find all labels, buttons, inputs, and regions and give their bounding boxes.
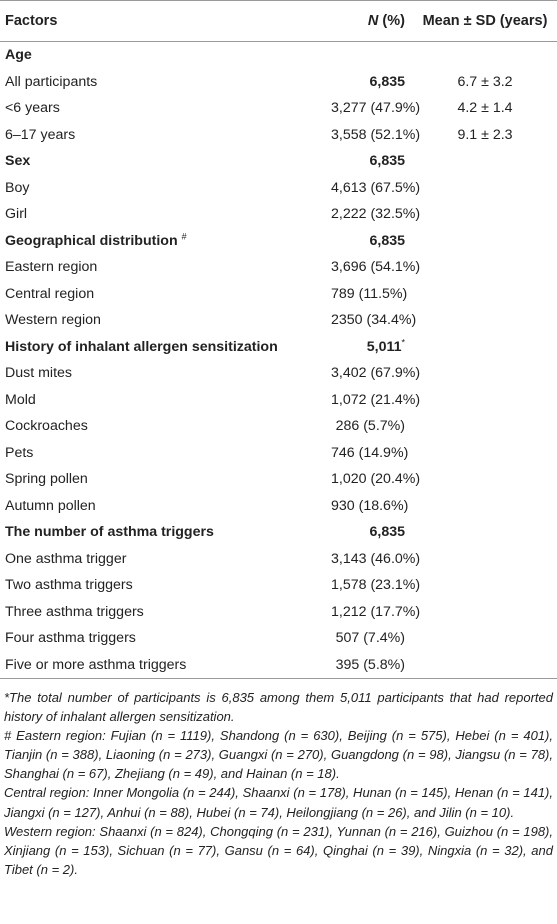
section-header-row: [0, 148, 557, 175]
n-percent-cell: [331, 519, 413, 546]
factor-cell: [0, 95, 331, 122]
factor-label: Dust mites: [5, 365, 73, 382]
mean-sd-cell: [413, 625, 557, 652]
n-percent-value: 395 (5.8%): [335, 656, 405, 673]
n-percent-cell: [331, 334, 413, 361]
n-percent-value: 3,143 (46.0%): [331, 550, 421, 567]
table-row: [0, 254, 557, 281]
table-row: [0, 360, 557, 387]
factor-label: Girl: [5, 206, 28, 223]
factor-cell: [0, 201, 331, 228]
mean-sd-cell: [413, 599, 557, 626]
mean-sd-cell: [413, 254, 557, 281]
table-row: [0, 95, 557, 122]
n-percent-cell: [331, 148, 413, 175]
mean-sd-cell: [413, 281, 557, 308]
factor-cell: [0, 519, 331, 546]
factor-cell: [0, 334, 331, 361]
n-percent-cell: [331, 175, 421, 202]
table-row: [0, 546, 557, 573]
n-percent-value: 6,835: [369, 153, 405, 170]
n-percent-value: 4,613 (67.5%): [331, 179, 421, 196]
mean-sd-cell: [413, 440, 557, 467]
header-n-rest: (%): [378, 13, 405, 29]
table-row: [0, 387, 557, 414]
section-header-row: [0, 519, 557, 546]
factor-label: Mold: [5, 391, 36, 408]
factor-cell: [0, 440, 331, 467]
n-percent-cell: [331, 599, 421, 626]
factor-label: Geographical distribution: [5, 232, 178, 249]
n-percent-value: 930 (18.6%): [331, 497, 409, 514]
factor-label: The number of asthma triggers: [5, 524, 214, 541]
factor-label: 6–17 years: [5, 126, 76, 143]
factor-cell: [0, 148, 331, 175]
section-header-row: [0, 42, 557, 69]
mean-sd-cell: [413, 466, 557, 493]
table-row: [0, 413, 557, 440]
mean-sd-cell: [413, 519, 557, 546]
mean-sd-cell: [413, 652, 557, 679]
section-header-row: [0, 228, 557, 255]
mean-sd-cell: [413, 360, 557, 387]
factor-label: History of inhalant allergen sensitization: [5, 338, 278, 355]
n-percent-value: 286 (5.7%): [335, 418, 405, 435]
table-row: [0, 625, 557, 652]
n-percent-cell: [331, 281, 413, 308]
factor-cell: [0, 572, 331, 599]
factor-cell: [0, 360, 331, 387]
table-row: [0, 122, 557, 149]
mean-sd-cell: [413, 307, 557, 334]
factor-cell: [0, 228, 331, 255]
mean-sd-cell: [413, 572, 557, 599]
mean-sd-cell: [413, 334, 557, 361]
mean-sd-cell: [413, 493, 557, 520]
factor-label: Age: [5, 47, 32, 64]
factor-label: Five or more asthma triggers: [5, 656, 187, 673]
table-row: [0, 201, 557, 228]
n-percent-value: 2350 (34.4%): [331, 312, 417, 329]
table-row: [0, 440, 557, 467]
footnote-text: *The total number of participants is 6,835 among them 5,011 participants that had reported history of inhalant allergen sensitization.: [4, 690, 553, 725]
table-row: [0, 175, 557, 202]
n-percent-value: 1,578 (23.1%): [331, 577, 421, 594]
n-percent-cell: [331, 254, 421, 281]
n-percent-cell: [331, 95, 421, 122]
n-percent-cell: [331, 307, 417, 334]
factor-label: All participants: [5, 73, 98, 90]
factor-cell: [0, 466, 331, 493]
factor-label: <6 years: [5, 100, 60, 117]
n-percent-value: 3,402 (67.9%): [331, 365, 421, 382]
factor-label: Pets: [5, 444, 34, 461]
footnote-text: # Eastern region: Fujian (n = 1119), Shandong (n = 630), Beijing (n = 575), Hebei (n = 401), Tianjin (n = 388), Liaoning (n = 273), Guangxi (n = 270), Guangdong (n = 98), Jiangsu (n = 78), Shanghai (n = 67), Zhejiang (n = 49), and Hainan (n = 18).: [4, 728, 553, 782]
header-n-italic: N: [367, 13, 379, 29]
n-percent-value: 6,835: [369, 524, 405, 541]
factor-cell: [0, 281, 331, 308]
factor-cell: [0, 42, 331, 69]
footnote-marker: *: [401, 337, 405, 348]
mean-sd-cell: [413, 148, 557, 175]
n-percent-cell: [331, 572, 421, 599]
n-percent-value: 3,696 (54.1%): [331, 259, 421, 276]
n-percent-value: 1,212 (17.7%): [331, 603, 421, 620]
n-percent-value: 2,222 (32.5%): [331, 206, 421, 223]
factor-cell: [0, 599, 331, 626]
n-percent-value: 5,011: [366, 338, 402, 355]
table-row: [0, 307, 557, 334]
factor-cell: [0, 387, 331, 414]
factor-label: Autumn pollen: [5, 497, 96, 514]
mean-sd-cell: 4.2 ± 1.4: [457, 100, 513, 117]
n-percent-cell: [331, 42, 413, 69]
mean-sd-cell: 6.7 ± 3.2: [457, 73, 513, 90]
n-percent-cell: [331, 440, 413, 467]
factor-cell: [0, 493, 331, 520]
n-percent-cell: [331, 493, 413, 520]
header-mean-sd: Mean ± SD (years): [413, 1, 557, 42]
table-body: [0, 42, 557, 679]
mean-sd-cell: [413, 201, 557, 228]
factor-cell: [0, 413, 331, 440]
factor-cell: [0, 546, 331, 573]
footnote-text: Western region: Shaanxi (n = 824), Chongqing (n = 231), Yunnan (n = 216), Guizhou (n = 198), Xinjiang (n = 153), Sichuan (n = 77), Gansu (n = 64), Qinghai (n = 39), Ningxia (n = 32), and Tibet (n = 2).: [4, 823, 553, 877]
n-percent-value: 507 (7.4%): [335, 630, 405, 647]
section-header-row: [0, 334, 557, 361]
n-percent-cell: [331, 625, 413, 652]
factor-label: Four asthma triggers: [5, 630, 136, 647]
table-row: [0, 493, 557, 520]
n-percent-cell: [331, 466, 421, 493]
footnote-marker: #: [181, 231, 187, 242]
n-percent-value: 6,835: [369, 73, 405, 90]
factor-cell: [0, 122, 331, 149]
n-percent-value: 1,072 (21.4%): [331, 391, 421, 408]
factor-label: Western region: [5, 312, 101, 329]
n-percent-value: 1,020 (20.4%): [331, 471, 421, 488]
footnote-text: Central region: Inner Mongolia (n = 244), Shaanxi (n = 178), Hunan (n = 145), Henan (n = 141), Jiangxi (n = 127), Anhui (n = 88), Hubei (n = 74), Heilongjiang (n = 26), and Jilin (n = 10).: [4, 785, 553, 820]
header-row: [0, 1, 557, 42]
factor-label: Central region: [5, 285, 95, 302]
factor-cell: [0, 175, 331, 202]
factor-label: Boy: [5, 179, 30, 196]
factor-label: One asthma trigger: [5, 550, 127, 567]
n-percent-cell: [331, 413, 413, 440]
factor-cell: [0, 69, 331, 96]
factor-label: Spring pollen: [5, 471, 88, 488]
mean-sd-cell: [413, 546, 557, 573]
factor-label: Cockroaches: [5, 418, 88, 435]
n-percent-cell: [331, 201, 421, 228]
mean-sd-cell: [413, 228, 557, 255]
header-factors: Factors: [0, 1, 331, 42]
n-percent-value: 3,558 (52.1%): [331, 126, 421, 143]
mean-sd-cell: [413, 175, 557, 202]
n-percent-value: 6,835: [369, 232, 405, 249]
n-percent-cell: [331, 360, 421, 387]
mean-sd-cell: [413, 387, 557, 414]
table-row: [0, 652, 557, 679]
n-percent-cell: [331, 228, 413, 255]
factor-cell: [0, 307, 331, 334]
mean-sd-cell: 9.1 ± 2.3: [457, 126, 513, 143]
mean-sd-cell: [413, 413, 557, 440]
factor-label: Eastern region: [5, 259, 98, 276]
factor-label: Sex: [5, 153, 31, 170]
n-percent-value: 789 (11.5%): [331, 285, 408, 302]
footnotes: [0, 679, 557, 879]
table-row: [0, 281, 557, 308]
factor-label: Two asthma triggers: [5, 577, 133, 594]
table-row: [0, 466, 557, 493]
factor-cell: [0, 625, 331, 652]
table-row: [0, 599, 557, 626]
factor-cell: [0, 652, 331, 679]
table-row: [0, 572, 557, 599]
factor-cell: [0, 254, 331, 281]
header-n: [331, 1, 413, 42]
n-percent-cell: [331, 652, 413, 679]
table-row: [0, 69, 557, 96]
n-percent-cell: [331, 387, 421, 414]
factor-label: Three asthma triggers: [5, 603, 144, 620]
n-percent-cell: [331, 546, 421, 573]
mean-sd-cell: [413, 42, 557, 69]
n-percent-cell: [331, 122, 421, 149]
n-percent-cell: [331, 69, 413, 96]
n-percent-value: 3,277 (47.9%): [331, 100, 421, 117]
n-percent-value: 746 (14.9%): [331, 444, 409, 461]
